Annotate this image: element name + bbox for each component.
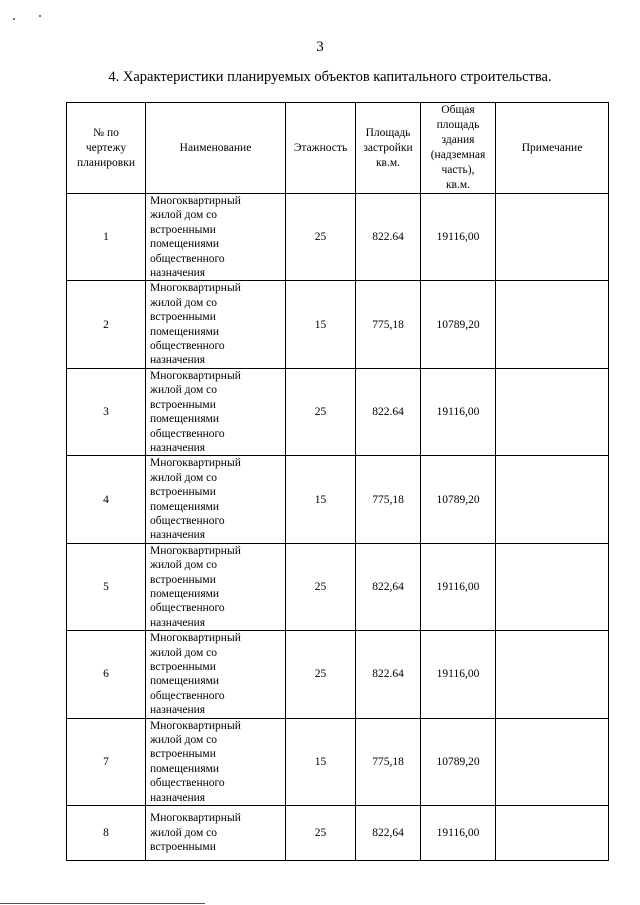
cell-num: 6 (67, 631, 146, 718)
header-num: № по чертежу планировки (67, 103, 146, 194)
cell-name: Многоквартирный жилой дом со встроенными (146, 806, 286, 861)
cell-num: 8 (67, 806, 146, 861)
cell-footprint: 775,18 (356, 718, 421, 805)
scan-edge-line (0, 903, 205, 904)
objects-table (66, 102, 609, 861)
cell-footprint: 822.64 (356, 631, 421, 718)
cell-note (496, 718, 609, 805)
cell-floors: 15 (286, 281, 356, 368)
cell-num: 4 (67, 456, 146, 543)
page-number: 3 (316, 39, 324, 55)
cell-num: 1 (67, 194, 146, 281)
cell-total-area: 19116,00 (421, 194, 496, 281)
table-row (67, 631, 609, 718)
table-row (67, 194, 609, 281)
cell-num: 5 (67, 543, 146, 630)
table-row (67, 718, 609, 805)
cell-name: Многоквартирный жилой дом со встроенными помещениями общественного назначения (146, 631, 286, 718)
cell-floors: 15 (286, 456, 356, 543)
table-header-row (67, 103, 609, 194)
cell-footprint: 822,64 (356, 543, 421, 630)
cell-name: Многоквартирный жилой дом со встроенными помещениями общественного назначения (146, 718, 286, 805)
cell-num: 2 (67, 281, 146, 368)
cell-footprint: 822,64 (356, 806, 421, 861)
section-title: 4. Характеристики планируемых объектов капитального строительства. (108, 69, 552, 85)
table-row (67, 281, 609, 368)
header-note: Примечание (496, 103, 609, 194)
table-row (67, 806, 609, 861)
cell-footprint: 775,18 (356, 456, 421, 543)
cell-total-area: 19116,00 (421, 806, 496, 861)
cell-name: Многоквартирный жилой дом со встроенными помещениями общественного назначения (146, 194, 286, 281)
cell-note (496, 456, 609, 543)
cell-total-area: 10789,20 (421, 456, 496, 543)
cell-footprint: 822.64 (356, 368, 421, 455)
scan-speck (39, 15, 41, 17)
cell-name: Многоквартирный жилой дом со встроенными помещениями общественного назначения (146, 543, 286, 630)
cell-footprint: 822.64 (356, 194, 421, 281)
cell-note (496, 281, 609, 368)
cell-num: 7 (67, 718, 146, 805)
cell-floors: 25 (286, 194, 356, 281)
cell-footprint: 775,18 (356, 281, 421, 368)
cell-floors: 25 (286, 806, 356, 861)
cell-floors: 25 (286, 631, 356, 718)
cell-floors: 15 (286, 718, 356, 805)
header-footprint: Площадь застройки кв.м. (356, 103, 421, 194)
cell-name: Многоквартирный жилой дом со встроенными помещениями общественного назначения (146, 456, 286, 543)
table-row (67, 368, 609, 455)
header-total-area: Общая площадь здания (надземная часть), кв.м. (421, 103, 496, 194)
cell-total-area: 19116,00 (421, 543, 496, 630)
cell-total-area: 19116,00 (421, 368, 496, 455)
cell-total-area: 10789,20 (421, 281, 496, 368)
cell-name: Многоквартирный жилой дом со встроенными помещениями общественного назначения (146, 368, 286, 455)
table-row (67, 543, 609, 630)
cell-note (496, 631, 609, 718)
cell-note (496, 806, 609, 861)
header-name: Наименование (146, 103, 286, 194)
cell-name: Многоквартирный жилой дом со встроенными помещениями общественного назначения (146, 281, 286, 368)
table-row (67, 456, 609, 543)
scan-speck (13, 18, 15, 20)
cell-note (496, 368, 609, 455)
cell-total-area: 19116,00 (421, 631, 496, 718)
header-floors: Этажность (286, 103, 356, 194)
cell-note (496, 194, 609, 281)
cell-total-area: 10789,20 (421, 718, 496, 805)
cell-note (496, 543, 609, 630)
cell-floors: 25 (286, 368, 356, 455)
cell-floors: 25 (286, 543, 356, 630)
cell-num: 3 (67, 368, 146, 455)
